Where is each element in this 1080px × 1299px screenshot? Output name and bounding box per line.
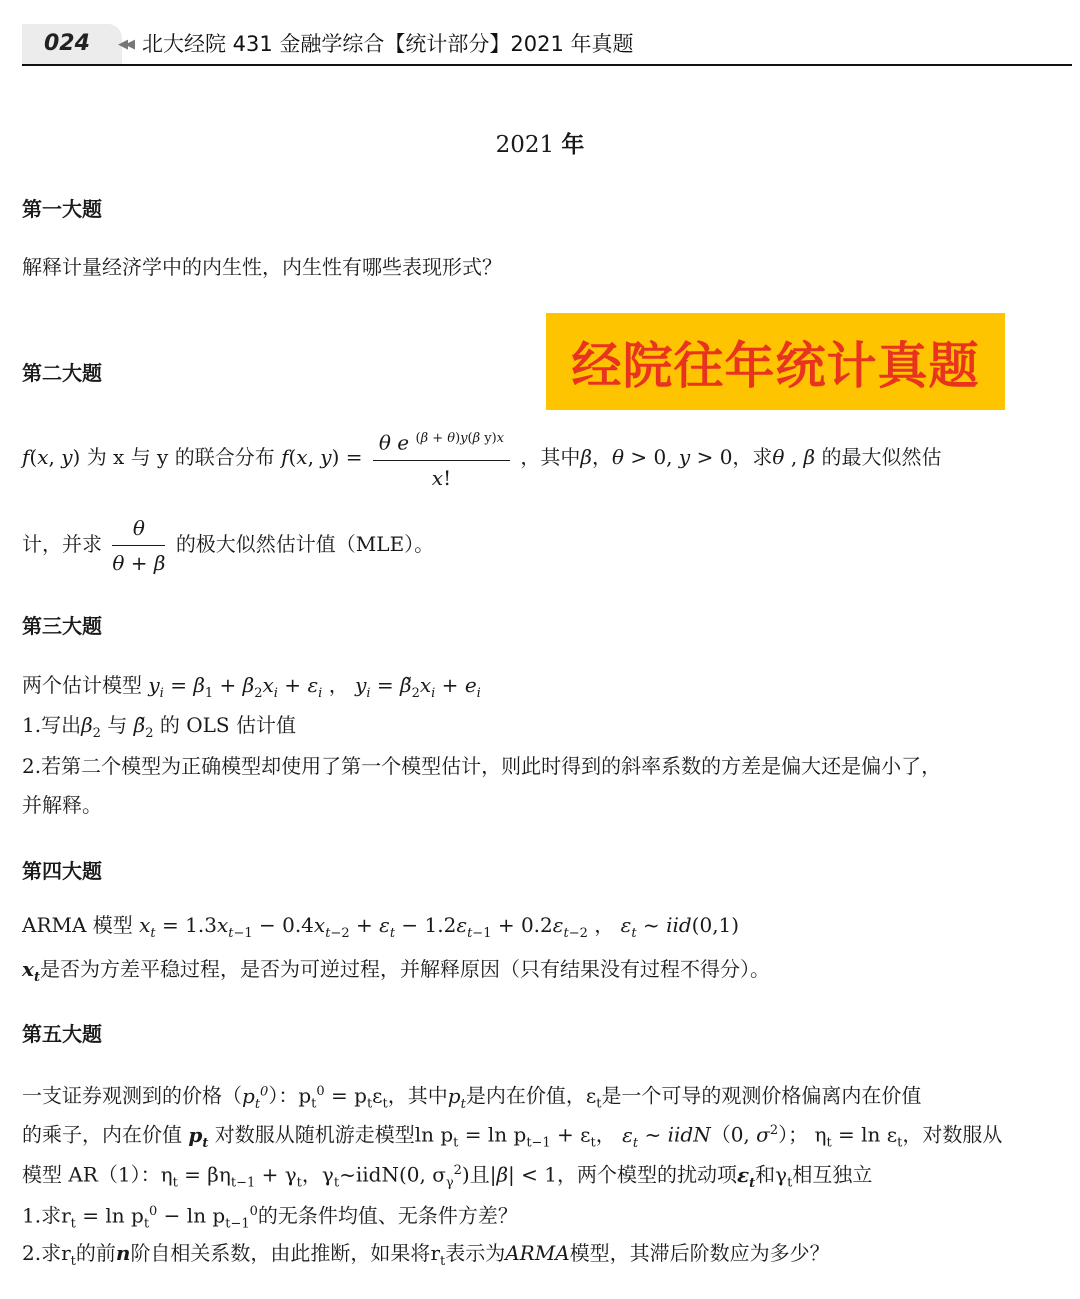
q2-line-2 [22, 513, 434, 578]
q2-text-1: 为 x 与 y 的联合分布 [86, 444, 275, 469]
q4-model: ARMA 模型 $x_t = 1.3x_{t-1} - 0.4x_{t-2} + \varepsilon_t - 1.2\varepsilon_{t-1} + 0.2\varepsilon_{t-2}$ ， $\varepsilon_t$ ~ iid(0,1) [22, 913, 740, 941]
math-fxy-eq: f [281, 444, 289, 469]
q5-line-3: 模型 AR（1）：$\eta_t = \beta\eta_{t-1} + \gamma_t$，$\gamma_t\sim iidN(0$, $\sigma_\gamma^2$)且|β| < 1，两个模型的扰动项$\varepsilon_t$和$\gamma_t$相互独立 [22, 1162, 873, 1191]
q2-text-3: ，求 [732, 444, 773, 469]
page-number: 024 [22, 24, 122, 64]
rewind-arrows-icon: ◀◀ [118, 37, 132, 52]
q5-line-1: 一支证券观测到的价格$(p_t^0)$：$p_t^0 = p_t\varepsilon_t$，其中$p_t$是内在价值，$\varepsilon_t$是一个可导的观测价格偏离内在价值 [22, 1083, 922, 1112]
q3-intro: 两个估计模型 $y_i = \beta_1 + \beta_2x_i + \varepsilon_i$ ， $y_i$ = $\betã_2x_i + e_i$ [22, 673, 481, 701]
promo-banner [546, 313, 1005, 410]
banner-text: 经院往年统计真题 [571, 336, 980, 395]
section-title-3: 第三大题 [22, 614, 102, 638]
math-fxy: f [22, 444, 30, 469]
q2-text-4: 的最大似然估 [821, 444, 942, 469]
q4-question: $x_t$是否为方差平稳过程，是否为可逆过程，并解释原因（只有结果没有过程不得分）。 [22, 957, 770, 985]
q2-text-6: 的极大似然估计值（MLE）。 [175, 532, 435, 556]
header-title: 北大经院 431 金融学综合【统计部分】2021 年真题 [142, 32, 634, 56]
math-ratio-fraction: $\frac{\theta}{\theta + \beta}$ [112, 513, 165, 578]
math-density-fraction: $\frac{\theta e ^{(\beta + \theta)y(\beta y)x}}{x!}$ [373, 424, 510, 493]
q5-line-2: 的乘子，内在价值 $p_t$ 对数服从随机游走模型$\ln p_t = \ln p_{t-1} + \varepsilon_t$， $\varepsilon_t$ ~ iidN（0, $\sigma^2$）； $\eta_t = \ln \varepsilon_t$，对数服从 [22, 1122, 1003, 1151]
q2-text-5: 计，并求 [22, 532, 102, 556]
q5-item-1: 1.求$r_t = \ln p_t^0 - \ln p_{t-1}^0$的无条件均值、无条件方差？ [22, 1203, 518, 1232]
section-title-5: 第五大题 [22, 1022, 102, 1046]
q2-text-2: ，其中 [520, 444, 581, 469]
q3-item-2-line-2: 并解释。 [22, 793, 102, 817]
year-title: 2021 年 [495, 132, 585, 158]
header-rule [22, 64, 1072, 66]
page-header [22, 24, 1072, 64]
q1-text: 解释计量经济学中的内生性，内生性有哪些表现形式？ [22, 255, 502, 279]
section-title-1: 第一大题 [22, 197, 102, 221]
q5-item-2: 2.求$r_t$的前n阶自相关系数，由此推断，如果将$r_t$表示为ARMA模型，其滞后阶数应为多少？ [22, 1241, 830, 1269]
q3-item-1: 1.写出$\beta_2$ 与 $\betã_2$ 的 OLS 估计值 [22, 713, 296, 741]
section-title-4: 第四大题 [22, 859, 102, 883]
section-title-2: 第二大题 [22, 361, 102, 385]
q2-line-1: f(x, y) 为 x 与 y 的联合分布 f(x, y) = $\frac{\theta e ^{(\beta + \theta)y(\beta y)x}}{x!}$ ，其中β，θ > 0, y > 0，求θ , β 的最大似然估 [22, 424, 941, 493]
q3-item-2-line-1: 2.若第二个模型为正确模型却使用了第一个模型估计，则此时得到的斜率系数的方差是偏大还是偏小了， [22, 754, 942, 778]
